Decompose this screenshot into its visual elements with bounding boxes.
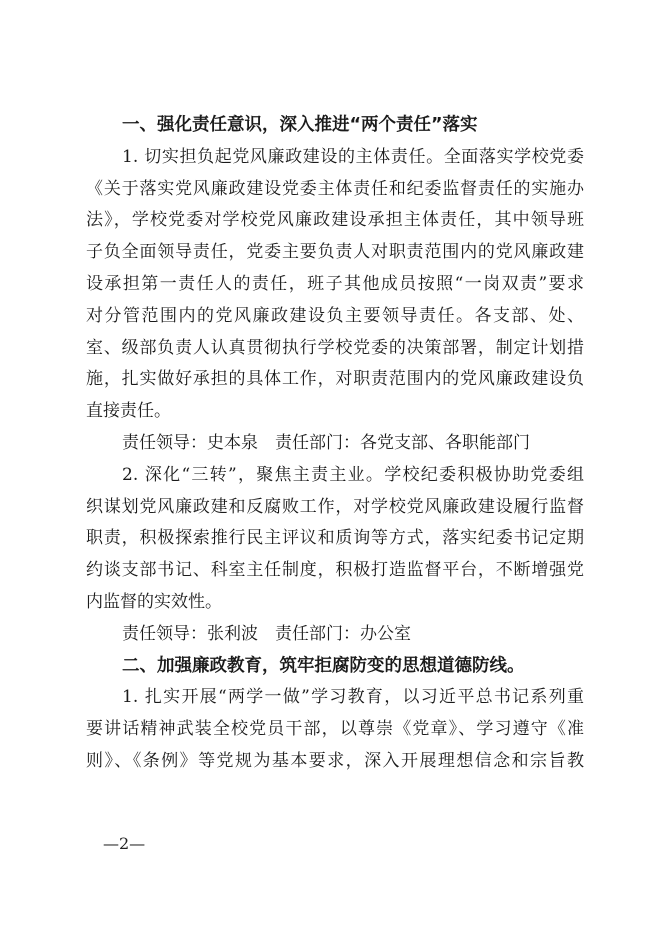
section-1-heading: 一、强化责任意识，深入推进“两个责任”落实	[122, 115, 478, 135]
section-2-heading: 二、加强廉政教育，筑牢拒腐防变的思想道德防线。	[122, 655, 525, 676]
paragraph-line: 1. 扎实开展“两学一做”学习教育，以习近平总书记系列重	[122, 687, 584, 708]
paragraph-line: 约谈支部书记、科室主任制度，积极打造监督平台，不断增强党	[86, 560, 584, 581]
section-2-item-1	[86, 682, 584, 777]
page-number: —2—	[103, 834, 146, 853]
paragraph-line: 对分管范围内的党风廉政建设负主要领导责任。各支部、处、	[86, 305, 584, 326]
paragraph-line: 则》、《条例》等党规为基本要求，深入开展理想信念和宗旨教	[86, 750, 584, 771]
paragraph-line: 设承担第一责任人的责任，班子其他成员按照“一岗双责”要求	[86, 273, 584, 294]
paragraph-line: 直接责任。	[86, 401, 171, 422]
paragraph-line: 1. 切实担负起党风廉政建设的主体责任。全面落实学校党委	[122, 146, 584, 167]
paragraph-line: 法》，学校党委对学校党风廉政建设承担主体责任，其中领导班	[86, 210, 584, 231]
document-body	[86, 110, 584, 778]
section-1-item-1	[86, 142, 584, 460]
responsibility-assignment: 责任领导：张利波 责任部门：办公室	[122, 623, 411, 644]
responsibility-assignment: 责任领导：史本泉 责任部门：各党支部、各职能部门	[122, 432, 530, 453]
paragraph-line: 职责，积极探索推行民主评议和质询等方式，落实纪委书记定期	[86, 528, 584, 549]
paragraph-line: 室、级部负责人认真贯彻执行学校党委的决策部署，制定计划措	[86, 337, 584, 358]
paragraph-line: 内监督的实效性。	[86, 591, 222, 612]
paragraph-line: 施，扎实做好承担的具体工作，对职责范围内的党风廉政建设负	[86, 369, 584, 390]
paragraph-line: 子负全面领导责任，党委主要负责人对职责范围内的党风廉政建	[86, 242, 584, 263]
paragraph-line: 2. 深化“三转”，聚焦主责主业。学校纪委积极协助党委组	[122, 464, 584, 485]
section-1-item-2	[86, 460, 584, 651]
paragraph-line: 要讲话精神武装全校党员干部，以尊崇《党章》、学习遵守《准	[86, 719, 584, 740]
paragraph-line: 《关于落实党风廉政建设党委主体责任和纪委监督责任的实施办	[86, 178, 584, 199]
paragraph-line: 织谋划党风廉政建和反腐败工作，对学校党风廉政建设履行监督	[86, 496, 584, 517]
